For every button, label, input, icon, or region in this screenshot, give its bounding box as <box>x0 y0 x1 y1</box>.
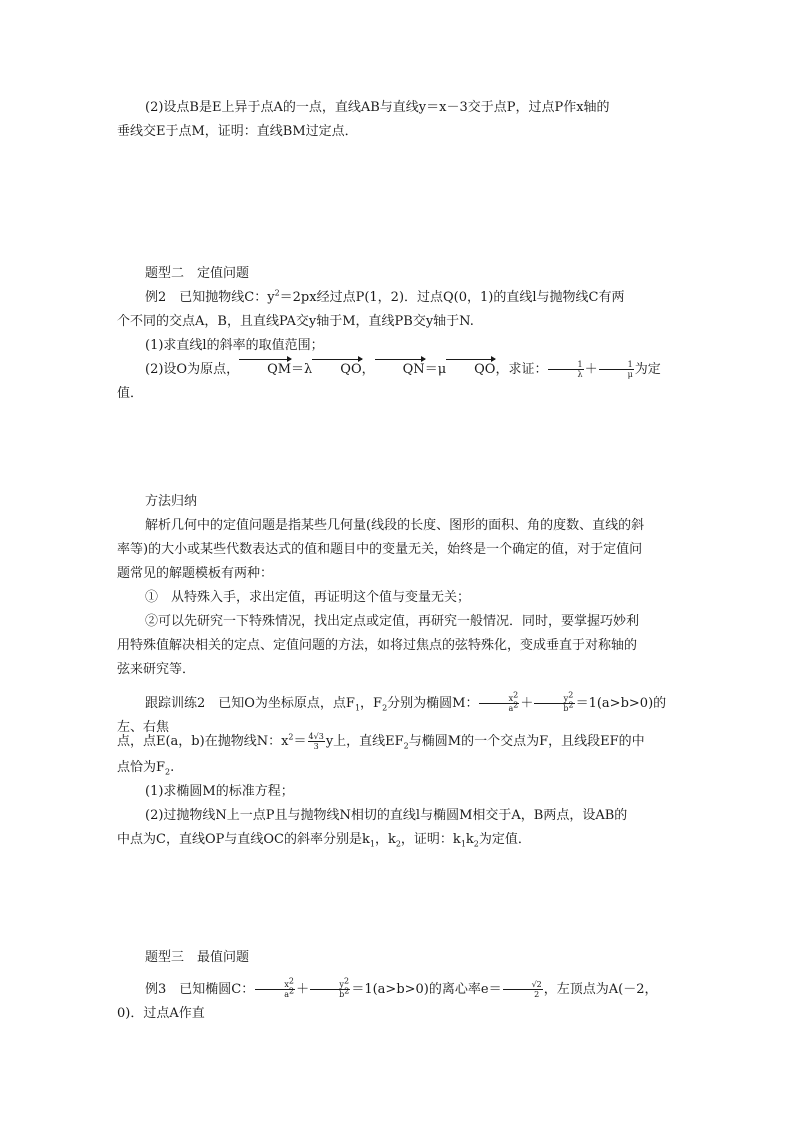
section2-example-line2: 个不同的交点A，B，且直线PA交y轴于M，直线PB交y轴于N. <box>117 314 474 329</box>
fraction-one-over-lambda: $\frac{1}{\lambda}$ <box>548 360 583 379</box>
section2-question2: (2)设O为原点， QM＝λ QO， QN＝μ QO，求证： $\frac{1}{\lambda}$ ＋ $\frac{1}{\mu}$ 为定值． <box>117 360 661 401</box>
section2-heading: 题型二 定值问题 <box>145 266 250 281</box>
fraction-x2-over-a2-2: $\frac{x^2}{a^2}$ <box>255 980 295 999</box>
fraction-one-over-mu: $\frac{1}{\mu}$ <box>599 360 634 379</box>
fraction-y2-over-b2-2: $\frac{y^2}{b^2}$ <box>310 980 350 999</box>
training-line2: 点，点E(a，b)在抛物线N：$x^2=$ $\frac{4√3}{3}$ y上，直线$EF_2$与椭圆M的一个交点为F，且线段EF的中 <box>117 732 645 751</box>
method-item1: ① 从特殊入手，求出定值，再证明这个值与变量无关； <box>145 590 471 605</box>
method-item2-line1: ②可以先研究一下特殊情况，找出定点或定值，再研究一般情况．同时，要掌握巧妙利 <box>145 614 640 629</box>
method-paragraph-line2: 率等)的大小或某些代数表达式的值和题目中的变量无关，始终是一个确定的值，对于定值问 <box>117 542 643 557</box>
vector-qo: QO <box>312 358 361 382</box>
method-paragraph-line3: 题常见的解题模板有两种： <box>117 566 274 581</box>
method-item2-line3: 弦来研究等． <box>117 662 196 677</box>
fraction-x2-over-a2: $\frac{x^2}{a^2}$ <box>479 694 519 713</box>
vector-qm: QM <box>239 358 291 382</box>
fraction-y2-over-b2: $\frac{y^2}{b^2}$ <box>534 694 574 713</box>
fraction-4sqrt3-over-3: $\frac{4√3}{3}$ <box>308 732 324 751</box>
training-question2-line1: (2)过抛物线N上一点P且与抛物线N相切的直线l与椭圆M相交于A，B两点，设AB的 <box>145 808 628 823</box>
training-line1: 跟踪训练2 已知O为坐标原点，点$F_1$，$F_2$分别为椭圆M： $\frac{x^2}{a^2}$ ＋ $\frac{y^2}{b^2}$ ＝1(a>b>0)的左、右焦 <box>117 690 667 735</box>
section2-example-line1: 例2 已知抛物线C：$y^2=2px$经过点P(1，2)．过点Q(0，1)的直线l与抛物线C有两 <box>145 288 625 305</box>
training-line3: 点恰为$F_2$. <box>117 760 175 777</box>
method-heading: 方法归纳 <box>145 494 198 509</box>
part1-line1: (2)设点B是E上异于点A的一点，直线AB与直线y＝x－3交于点P，过点P作x轴的 <box>145 100 610 115</box>
method-item2-line2: 用特殊值解决相关的定点、定值问题的方法，如将过焦点的弦特殊化，变成垂直于对称轴的 <box>117 638 638 653</box>
training-question2-line2: 中点为C，直线OP与直线OC的斜率分别是$k_1$，$k_2$，证明：$k_1k_2$为定值． <box>117 832 531 849</box>
section3-heading: 题型三 最值问题 <box>145 950 250 965</box>
fraction-sqrt2-over-2: $\frac{√2}{2}$ <box>503 980 543 999</box>
vector-qn: QN <box>375 358 425 382</box>
vector-qo-2: QO <box>446 358 495 382</box>
part1-line2: 垂线交E于点M，证明：直线BM过定点． <box>117 124 358 139</box>
training-question1: (1)求椭圆M的标准方程； <box>145 784 294 799</box>
section3-example-line1: 例3 已知椭圆C： $\frac{x^2}{a^2}$ ＋ $\frac{y^2}{b^2}$ ＝1(a>b>0)的离心率e＝ $\frac{√2}{2}$ ，左顶点为A(－2，0)．过点A作直 <box>117 976 658 1021</box>
method-paragraph-line1: 解析几何中的定值问题是指某些几何量(线段的长度、图形的面积、角的度数、直线的斜 <box>145 518 645 533</box>
section2-question1: (1)求直线l的斜率的取值范围； <box>145 338 324 353</box>
